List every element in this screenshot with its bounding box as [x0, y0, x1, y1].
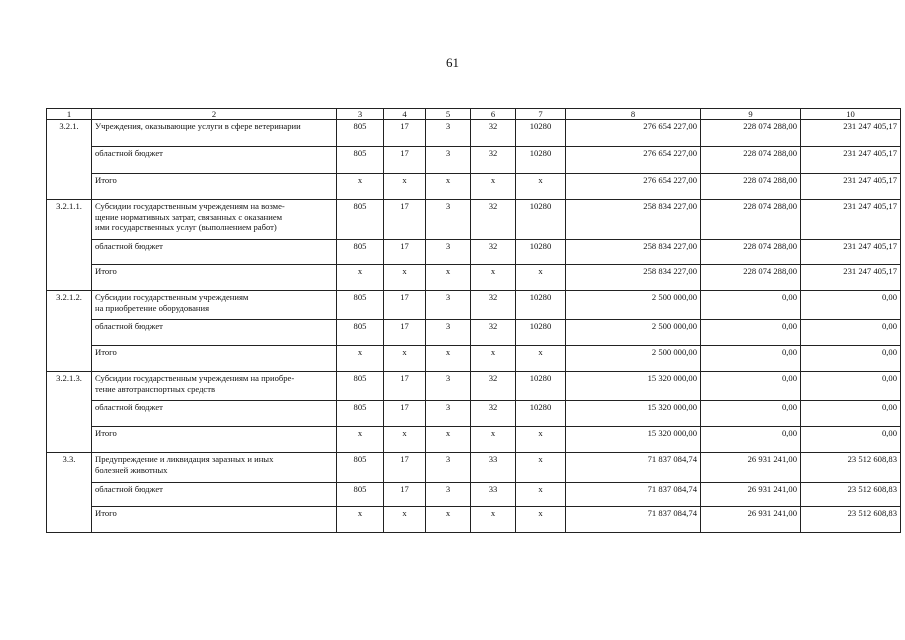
- row-description: [92, 346, 337, 372]
- budget-table: [46, 108, 901, 533]
- column-10-amount: 0,00: [801, 291, 901, 320]
- column-4-cell: 17: [384, 147, 426, 174]
- table-row: [47, 174, 901, 200]
- column-4-cell: x: [384, 265, 426, 291]
- column-10-amount: 231 247 405,17: [801, 147, 901, 174]
- column-7-cell: 10280: [516, 200, 566, 240]
- column-number: 1: [47, 109, 92, 120]
- column-8-amount: 2 500 000,00: [566, 346, 701, 372]
- description-line: областной бюджет: [95, 241, 163, 252]
- column-6-cell: x: [471, 346, 516, 372]
- row-description: [92, 147, 337, 174]
- column-7-cell: x: [516, 427, 566, 453]
- table-row: [47, 483, 901, 507]
- description-line: Субсидии государственным учреждениям на возме-: [95, 201, 285, 212]
- column-9-amount: 228 074 288,00: [701, 120, 801, 147]
- column-8-amount: 258 834 227,00: [566, 240, 701, 265]
- column-7-cell: x: [516, 483, 566, 507]
- column-3-cell: x: [337, 346, 384, 372]
- column-10-amount: 0,00: [801, 346, 901, 372]
- column-4-cell: x: [384, 346, 426, 372]
- table-row: [47, 427, 901, 453]
- column-3-cell: 805: [337, 120, 384, 147]
- column-9-amount: 26 931 241,00: [701, 453, 801, 483]
- row-description: [92, 483, 337, 507]
- table-row: [47, 291, 901, 320]
- column-3-cell: x: [337, 507, 384, 533]
- column-number: 4: [384, 109, 426, 120]
- description-line: Субсидии государственным учреждениям на приобре-: [95, 373, 295, 384]
- description-line: Итого: [95, 428, 117, 439]
- column-9-amount: 0,00: [701, 346, 801, 372]
- column-number: 9: [701, 109, 801, 120]
- column-6-cell: 32: [471, 372, 516, 401]
- column-10-amount: 231 247 405,17: [801, 240, 901, 265]
- row-code: 3.3.: [47, 453, 92, 533]
- table-row: [47, 120, 901, 147]
- table-row: [47, 200, 901, 240]
- column-8-amount: 71 837 084,74: [566, 507, 701, 533]
- row-description: [92, 174, 337, 200]
- column-3-cell: x: [337, 174, 384, 200]
- column-10-amount: 23 512 608,83: [801, 453, 901, 483]
- column-3-cell: 805: [337, 320, 384, 346]
- column-number: 10: [801, 109, 901, 120]
- row-description: [92, 507, 337, 533]
- description-line: областной бюджет: [95, 402, 163, 413]
- column-8-amount: 2 500 000,00: [566, 291, 701, 320]
- column-7-cell: x: [516, 507, 566, 533]
- column-8-amount: 15 320 000,00: [566, 372, 701, 401]
- column-10-amount: 23 512 608,83: [801, 483, 901, 507]
- column-4-cell: 17: [384, 401, 426, 427]
- column-7-cell: 10280: [516, 401, 566, 427]
- column-7-cell: 10280: [516, 372, 566, 401]
- column-6-cell: 32: [471, 320, 516, 346]
- column-number: 6: [471, 109, 516, 120]
- row-description: [92, 291, 337, 320]
- table-row: [47, 346, 901, 372]
- row-code: 3.2.1.3.: [47, 372, 92, 453]
- column-6-cell: x: [471, 174, 516, 200]
- column-10-amount: 0,00: [801, 320, 901, 346]
- table-row: [47, 240, 901, 265]
- column-6-cell: 32: [471, 401, 516, 427]
- column-3-cell: x: [337, 265, 384, 291]
- column-3-cell: 805: [337, 453, 384, 483]
- column-8-amount: 2 500 000,00: [566, 320, 701, 346]
- column-10-amount: 0,00: [801, 427, 901, 453]
- column-9-amount: 228 074 288,00: [701, 200, 801, 240]
- column-9-amount: 0,00: [701, 291, 801, 320]
- row-description: [92, 372, 337, 401]
- column-7-cell: 10280: [516, 320, 566, 346]
- column-6-cell: x: [471, 265, 516, 291]
- column-5-cell: x: [426, 265, 471, 291]
- column-5-cell: 3: [426, 372, 471, 401]
- description-line: Итого: [95, 347, 117, 358]
- column-5-cell: 3: [426, 483, 471, 507]
- column-6-cell: 33: [471, 453, 516, 483]
- column-10-amount: 231 247 405,17: [801, 174, 901, 200]
- column-5-cell: x: [426, 174, 471, 200]
- description-line: на приобретение оборудования: [95, 302, 210, 313]
- column-4-cell: 17: [384, 200, 426, 240]
- column-9-amount: 0,00: [701, 401, 801, 427]
- row-code: 3.2.1.1.: [47, 200, 92, 291]
- column-7-cell: 10280: [516, 240, 566, 265]
- column-5-cell: x: [426, 507, 471, 533]
- row-description: [92, 320, 337, 346]
- description-line: областной бюджет: [95, 321, 163, 332]
- column-10-amount: 23 512 608,83: [801, 507, 901, 533]
- column-8-amount: 71 837 084,74: [566, 453, 701, 483]
- column-5-cell: 3: [426, 240, 471, 265]
- column-8-amount: 258 834 227,00: [566, 200, 701, 240]
- column-6-cell: 32: [471, 200, 516, 240]
- column-5-cell: x: [426, 346, 471, 372]
- column-number-row: [47, 109, 901, 120]
- row-description: [92, 200, 337, 240]
- column-9-amount: 0,00: [701, 320, 801, 346]
- column-8-amount: 71 837 084,74: [566, 483, 701, 507]
- column-7-cell: 10280: [516, 147, 566, 174]
- column-7-cell: 10280: [516, 120, 566, 147]
- description-line: Предупреждение и ликвидация заразных и иных: [95, 454, 274, 465]
- column-4-cell: 17: [384, 483, 426, 507]
- column-9-amount: 26 931 241,00: [701, 483, 801, 507]
- column-6-cell: 33: [471, 483, 516, 507]
- column-8-amount: 276 654 227,00: [566, 120, 701, 147]
- column-5-cell: 3: [426, 453, 471, 483]
- description-line: Итого: [95, 175, 117, 186]
- column-9-amount: 228 074 288,00: [701, 240, 801, 265]
- column-7-cell: x: [516, 346, 566, 372]
- description-line: Итого: [95, 266, 117, 277]
- column-3-cell: 805: [337, 240, 384, 265]
- column-9-amount: 228 074 288,00: [701, 265, 801, 291]
- column-5-cell: 3: [426, 200, 471, 240]
- column-number: 7: [516, 109, 566, 120]
- column-4-cell: x: [384, 427, 426, 453]
- table-row: [47, 401, 901, 427]
- column-3-cell: 805: [337, 200, 384, 240]
- description-line: Итого: [95, 508, 117, 519]
- row-description: [92, 240, 337, 265]
- column-9-amount: 228 074 288,00: [701, 147, 801, 174]
- column-6-cell: x: [471, 427, 516, 453]
- column-8-amount: 15 320 000,00: [566, 427, 701, 453]
- row-description: [92, 427, 337, 453]
- column-7-cell: x: [516, 453, 566, 483]
- column-4-cell: 17: [384, 453, 426, 483]
- table-row: [47, 320, 901, 346]
- table-row: [47, 147, 901, 174]
- table-row: [47, 265, 901, 291]
- description-line: областной бюджет: [95, 148, 163, 159]
- description-line: щение нормативных затрат, связанных с оказанием: [95, 211, 283, 222]
- column-5-cell: 3: [426, 291, 471, 320]
- description-line: Учреждения, оказывающие услуги в сфере ветеринарии: [95, 121, 301, 132]
- column-5-cell: 3: [426, 401, 471, 427]
- row-code: 3.2.1.: [47, 120, 92, 200]
- column-3-cell: 805: [337, 372, 384, 401]
- column-10-amount: 231 247 405,17: [801, 200, 901, 240]
- column-10-amount: 231 247 405,17: [801, 120, 901, 147]
- table-row: [47, 453, 901, 483]
- column-9-amount: 228 074 288,00: [701, 174, 801, 200]
- column-6-cell: 32: [471, 291, 516, 320]
- column-7-cell: 10280: [516, 291, 566, 320]
- column-9-amount: 0,00: [701, 372, 801, 401]
- column-10-amount: 231 247 405,17: [801, 265, 901, 291]
- column-number: 3: [337, 109, 384, 120]
- column-5-cell: x: [426, 427, 471, 453]
- column-4-cell: x: [384, 507, 426, 533]
- column-7-cell: x: [516, 174, 566, 200]
- table-row: [47, 372, 901, 401]
- column-7-cell: x: [516, 265, 566, 291]
- column-8-amount: 276 654 227,00: [566, 174, 701, 200]
- column-3-cell: 805: [337, 483, 384, 507]
- description-line: тение автотранспортных средств: [95, 383, 216, 394]
- row-code: 3.2.1.2.: [47, 291, 92, 372]
- column-3-cell: 805: [337, 401, 384, 427]
- description-line: болезней животных: [95, 464, 168, 475]
- column-5-cell: 3: [426, 147, 471, 174]
- column-10-amount: 0,00: [801, 372, 901, 401]
- column-3-cell: x: [337, 427, 384, 453]
- column-4-cell: 17: [384, 372, 426, 401]
- description-line: ими государственных услуг (выполнением работ): [95, 221, 277, 232]
- column-9-amount: 0,00: [701, 427, 801, 453]
- row-description: [92, 401, 337, 427]
- row-description: [92, 453, 337, 483]
- column-9-amount: 26 931 241,00: [701, 507, 801, 533]
- column-number: 2: [92, 109, 337, 120]
- column-4-cell: 17: [384, 240, 426, 265]
- column-6-cell: 32: [471, 147, 516, 174]
- column-3-cell: 805: [337, 291, 384, 320]
- column-4-cell: x: [384, 174, 426, 200]
- column-6-cell: 32: [471, 120, 516, 147]
- column-5-cell: 3: [426, 320, 471, 346]
- column-number: 8: [566, 109, 701, 120]
- column-6-cell: x: [471, 507, 516, 533]
- column-6-cell: 32: [471, 240, 516, 265]
- column-10-amount: 0,00: [801, 401, 901, 427]
- row-description: [92, 120, 337, 147]
- column-4-cell: 17: [384, 320, 426, 346]
- column-8-amount: 276 654 227,00: [566, 147, 701, 174]
- column-4-cell: 17: [384, 291, 426, 320]
- description-line: областной бюджет: [95, 484, 163, 495]
- column-3-cell: 805: [337, 147, 384, 174]
- column-8-amount: 258 834 227,00: [566, 265, 701, 291]
- row-description: [92, 265, 337, 291]
- column-5-cell: 3: [426, 120, 471, 147]
- page-number: 61: [446, 55, 459, 70]
- column-number: 5: [426, 109, 471, 120]
- description-line: Субсидии государственным учреждениям: [95, 292, 249, 303]
- column-4-cell: 17: [384, 120, 426, 147]
- table-row: [47, 507, 901, 533]
- column-8-amount: 15 320 000,00: [566, 401, 701, 427]
